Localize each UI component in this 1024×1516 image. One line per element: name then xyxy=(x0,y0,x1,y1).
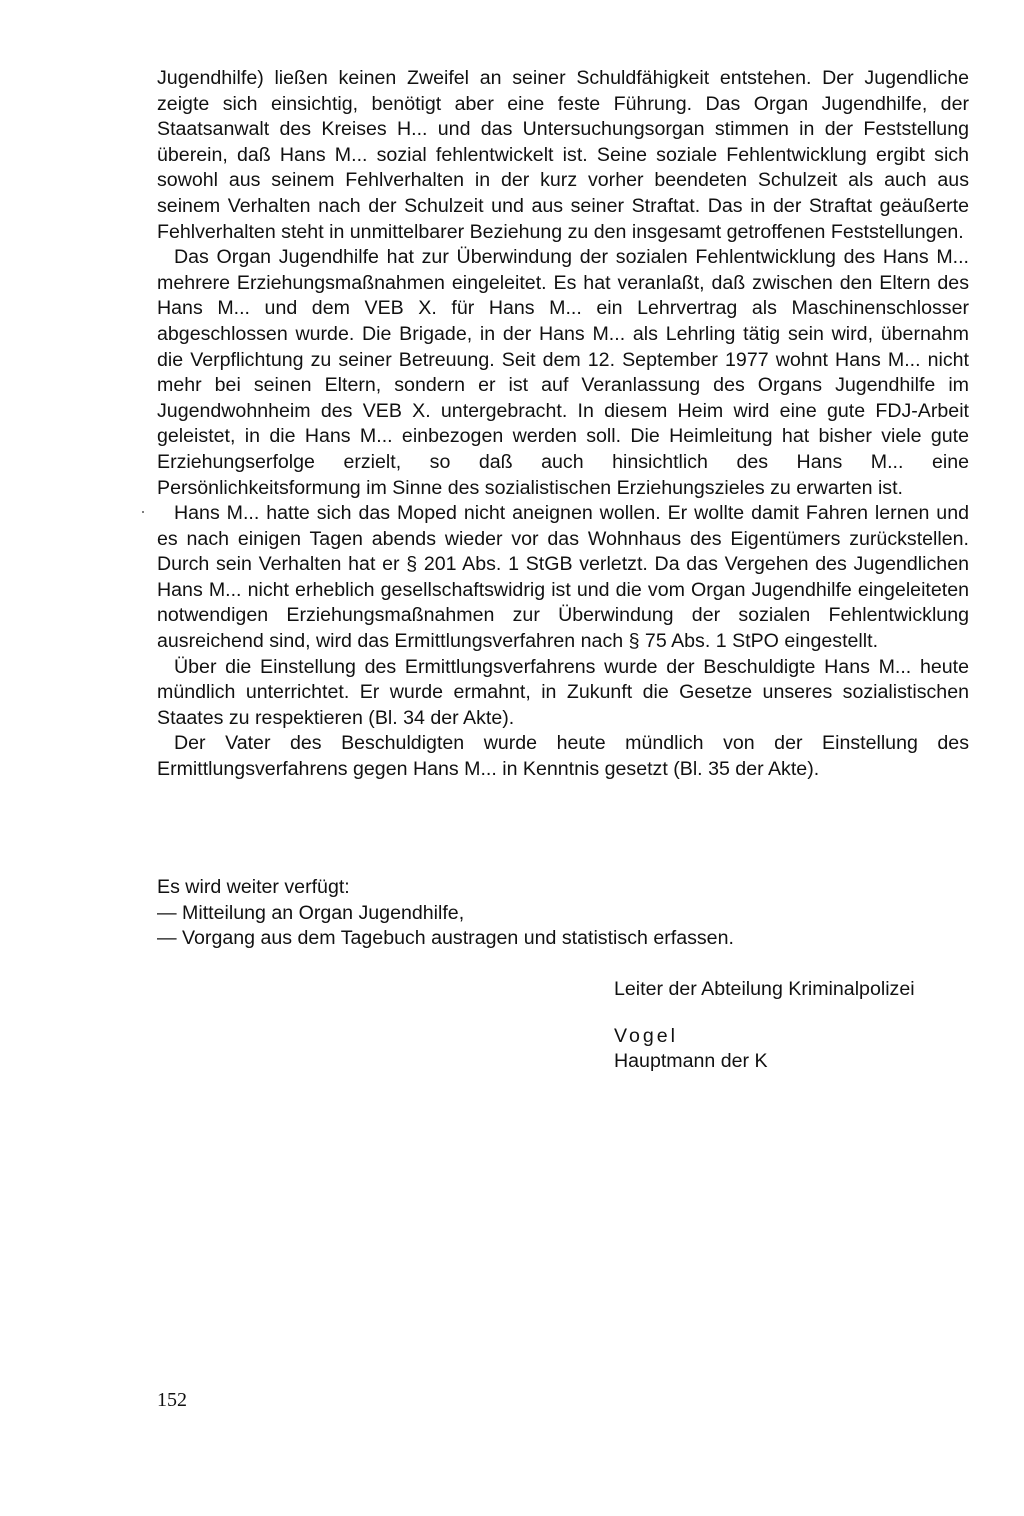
disposition-item: — Vorgang aus dem Tagebuch austragen und statistisch erfassen. xyxy=(157,927,734,950)
disposition-block xyxy=(157,875,969,952)
paragraph: Der Vater des Beschuldigten wurde heute mündlich von der Einstellung des Ermittlungsverfahrens gegen Hans M... in Kenntnis gesetzt (Bl. 35 der Akte). xyxy=(157,732,969,781)
signature-name: Vogel xyxy=(614,1024,679,1047)
paragraph: Über die Einstellung des Ermittlungsverfahrens wurde der Beschuldigte Hans M... heute mündlich unterrichtet. Er wurde ermahnt, in Zukunft die Gesetze unseres sozialistischen Staates zu respektieren (Bl. 34 der Akte). xyxy=(157,655,969,729)
disposition-intro: Es wird weiter verfügt: xyxy=(157,876,350,898)
signature-rank: Hauptmann der K xyxy=(614,1050,768,1073)
page-number: 152 xyxy=(157,1389,187,1411)
paragraph: Hans M... hatte sich das Moped nicht aneignen wollen. Er wollte damit Fahren lernen und es nach einigen Tagen abends wieder vor das Wohnhaus des Eigentümers zurückstellen. Durch sein Verhalten hat er § 201 Abs. 1 StGB verletzt. Da das Vergehen des Jugendlichen Hans M... nicht erheblich gesellschaftswidrig ist und die vom Organ Jugendhilfe eingeleiteten notwendigen Erziehungsmaßnahmen zur Überwindung der sozialen Fehlentwicklung ausreichend sind, wird das Ermittlungsverfahren nach § 75 Abs. 1 StPO eingestellt. xyxy=(157,502,969,653)
disposition-item: — Mitteilung an Organ Jugendhilfe, xyxy=(157,901,465,924)
body-text xyxy=(157,66,969,783)
signature-title: Leiter der Abteilung Kriminalpolizei xyxy=(614,978,915,1000)
paragraph: Das Organ Jugendhilfe hat zur Überwindung der sozialen Fehlentwicklung des Hans M... mehrere Erziehungsmaßnahmen eingeleitet. Es hat veranlaßt, daß zwischen den Eltern des Hans M... und dem VEB X. für Hans M... ein Lehrvertrag als Maschinenschlosser abgeschlossen wurde. Die Brigade, in der Hans M... als Lehrling tätig sein wird, übernahm die Verpflichtung zu seiner Betreuung. Seit dem 12. September 1977 wohnt Hans M... nicht mehr bei seinen Eltern, sondern er ist auf Veranlassung des Organs Jugendhilfe im Jugendwohnheim des VEB X. untergebracht. In diesem Heim wird eine gute FDJ-Arbeit geleistet, in die Hans M... einbezogen werden soll. Die Heimleitung hat bisher viele gute Erziehungserfolge erzielt, so daß auch hinsichtlich des Hans M... eine Persönlichkeitsformung im Sinne des sozialistischen Erziehungszieles zu erwarten ist. xyxy=(157,246,969,499)
scan-speck xyxy=(142,511,144,513)
paragraph: Jugendhilfe) ließen keinen Zweifel an seiner Schuldfähigkeit entstehen. Der Jugendliche zeigte sich einsichtig, benötigt aber eine feste Führung. Das Organ Jugendhilfe, der Staatsanwalt des Kreises H... und das Untersuchungsorgan stimmen in der Feststellung überein, daß Hans M... sozial fehlentwickelt ist. Seine soziale Fehlentwicklung ergibt sich sowohl aus seinem Fehlverhalten in der kurz vorher beendeten Schulzeit als auch aus seinem Verhalten nach der Schulzeit und aus seiner Straftat. Das in der Straftat geäußerte Fehlverhalten steht in unmittelbarer Beziehung zu den insgesamt getroffenen Feststellungen. xyxy=(157,67,969,243)
signature-block xyxy=(614,977,994,1075)
